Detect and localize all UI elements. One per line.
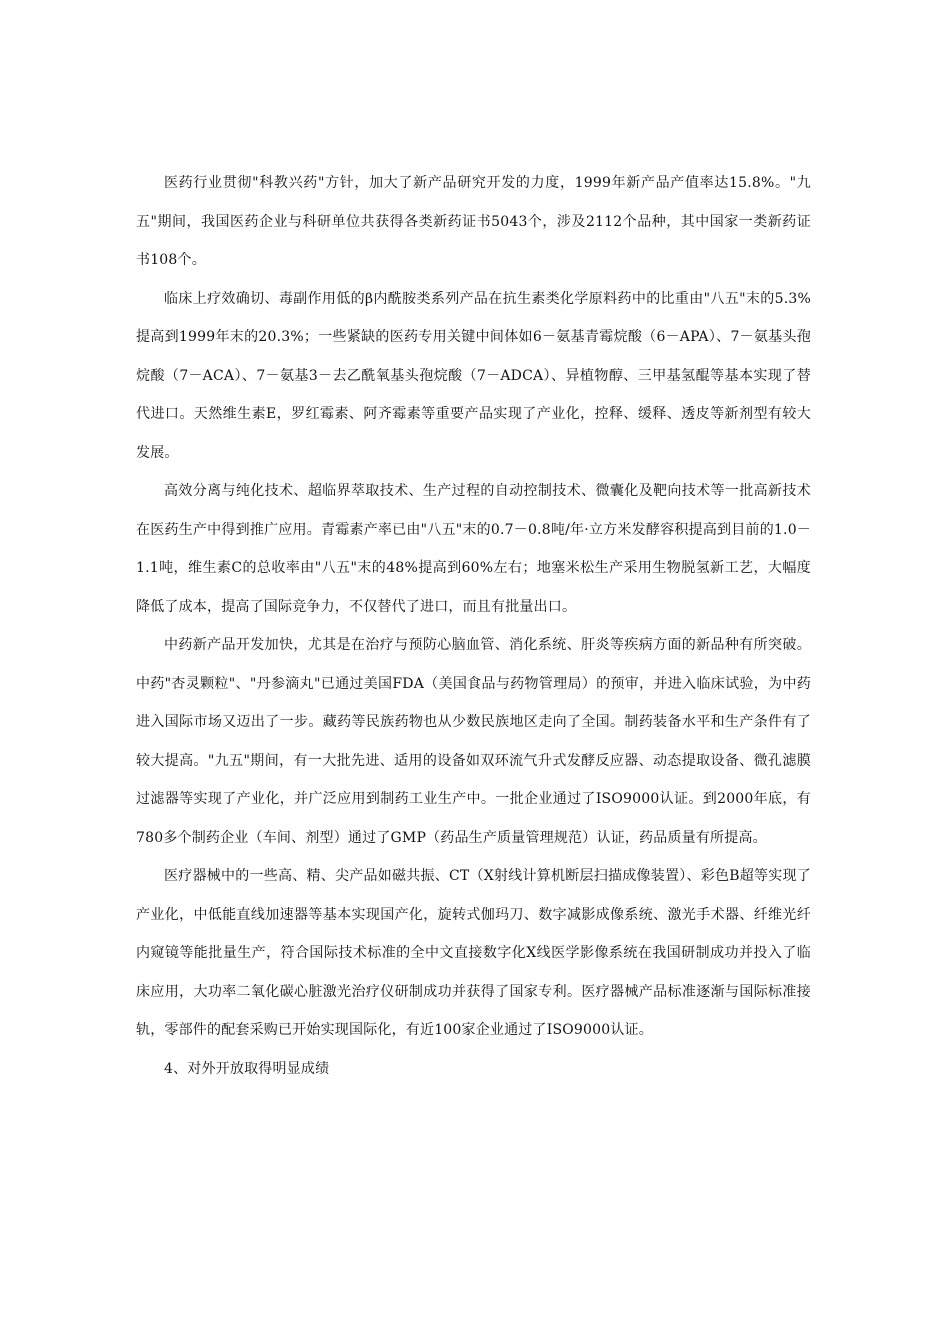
document-body: [136, 164, 811, 1088]
paragraph-chinese-medicine: 中药新产品开发加快，尤其是在治疗与预防心脑血管、消化系统、肝炎等疾病方面的新品种有所突破。中药"杏灵颗粒"、"丹参滴丸"已通过美国FDA（美国食品与药物管理局）的预审，并进入临床试验，为中药进入国际市场又迈出了一步。藏药等民族药物也从少数民族地区走向了全国。制药装备水平和生产条件有了较大提高。"九五"期间，有一大批先进、适用的设备如双环流气升式发酵反应器、动态提取设备、微孔滤膜过滤器等实现了产业化，并广泛应用到制药工业生产中。一批企业通过了ISO9000认证。到2000年底，有780多个制药企业（车间、剂型）通过了GMP（药品生产质量管理规范）认证，药品质量有所提高。: [136, 637, 811, 846]
paragraph-technologies: 高效分离与纯化技术、超临界萃取技术、生产过程的自动控制技术、微囊化及靶向技术等一批高新技术在医药生产中得到推广应用。青霉素产率已由"八五"末的0.7－0.8吨/年·立方米发酵容积提高到目前的1.0－1.1吨，维生素C的总收率由"八五"末的48%提高到60%左右；地塞米松生产采用生物脱氢新工艺，大幅度降低了成本，提高了国际竞争力，不仅替代了进口，而且有批量出口。: [136, 483, 811, 615]
paragraph-medical-devices: 医疗器械中的一些高、精、尖产品如磁共振、CT（X射线计算机断层扫描成像装置）、彩色B超等实现了产业化，中低能直线加速器等基本实现国产化，旋转式伽玛刀、数字减影成像系统、激光手术器、纤维光纤内窥镜等能批量生产，符合国际技术标准的全中文直接数字化X线医学影像系统在我国研制成功并投入了临床应用，大功率二氧化碳心脏激光治疗仪研制成功并获得了国家专利。医疗器械产品标准逐渐与国际标准接轨，零部件的配套采购已开始实现国际化，有近100家企业通过了ISO9000认证。: [136, 868, 811, 1038]
section-heading-opening-up: 4、对外开放取得明显成绩: [164, 1060, 330, 1077]
paragraph-antibiotics: 临床上疗效确切、毒副作用低的β内酰胺类系列产品在抗生素类化学原料药中的比重由"八五"末的5.3%提高到1999年末的20.3%；一些紧缺的医药专用关键中间体如6－氨基青霉烷酸（6－APA）、7－氨基头孢烷酸（7－ACA）、7－氨基3－去乙酰氧基头孢烷酸（7－ADCA）、异植物醇、三甲基氢醌等基本实现了替代进口。天然维生素E，罗红霉素、阿齐霉素等重要产品实现了产业化，控释、缓释、透皮等新剂型有较大发展。: [136, 290, 811, 461]
paragraph-new-products: 医药行业贯彻"科教兴药"方针，加大了新产品研究开发的力度，1999年新产品产值率达15.8%。"九五"期间，我国医药企业与科研单位共获得各类新药证书5043个，涉及2112个品种，其中国家一类新药证书108个。: [136, 175, 811, 268]
